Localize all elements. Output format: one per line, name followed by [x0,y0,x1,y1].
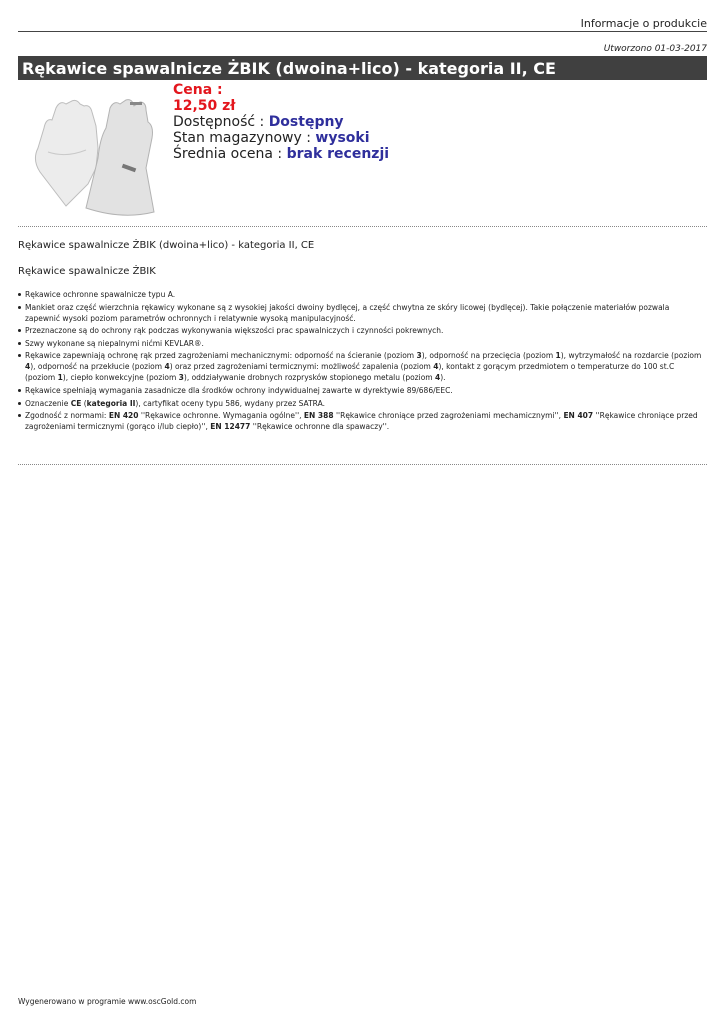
footer-text: Wygenerowano w programie www.oscGold.com [18,997,197,1006]
created-date: Utworzono 01-03-2017 [603,44,707,54]
product-image [26,88,162,216]
bullet-icon [18,342,21,345]
list-item [18,385,706,396]
list-item-text [25,399,325,408]
list-item-text [25,411,698,431]
text-segment: ''Rękawice ochronne dla spawaczy''. [250,422,390,432]
list-item-text: Rękawice spełniają wymagania zasadnicze dla środków ochrony indywidualnej zawarte w dyrektywie 89/686/EEC. [25,385,453,395]
bullet-icon [18,306,21,309]
list-item [18,302,706,324]
level-value: 3 [178,373,184,383]
text-segment: ), kontakt z gorącym przedmiotem o temperaturze do 100 st.C (poziom [25,362,675,383]
description-subheading: Rękawice spawalnicze ŻBIK [18,266,156,277]
bullet-icon [18,329,21,332]
list-item-text: Mankiet oraz część wierzchnia rękawicy wykonane są z wysokiej jakości dwoiny bydlęcej, a część chwytna ze skóry licowej (bydlęcej). Takie połączenie materiałów pozwala zapewnić wysoki poziom parametrów ochronnych i relatywnie wysoką manipulacyjność. [25,302,670,323]
stock-line [173,130,389,146]
text-segment: ), ciepło konwekcyjne (poziom [62,373,179,383]
standard-code: EN 420 [108,411,139,421]
rating-label: Średnia ocena : [173,146,287,162]
text-segment: ). [440,373,446,383]
feature-list [18,289,706,434]
text-segment: ''Rękawice chroniące przed zagrożeniami termicznymi (gorąco i/lub ciepło)'', [25,411,698,432]
text-segment: ), odporność na przecięcia (poziom [421,351,556,361]
availability-value: Dostępny [268,114,344,130]
text-segment: ) oraz przed zagrożeniami termicznymi: możliwość zapalenia (poziom [169,362,434,372]
level-value: 4 [433,362,439,372]
bullet-icon [18,402,21,405]
list-item [18,289,706,300]
bullet-icon [18,389,21,392]
product-title: Rękawice spawalnicze ŻBIK (dwoina+lico) - kategoria II, CE [18,56,707,80]
glove-brand-tag [130,102,142,105]
level-value: 4 [164,362,170,372]
text-segment: ), cartyfikat oceny typu 586, wydany przez SATRA. [135,398,325,408]
text-segment: Zgodność z normami: [25,411,109,421]
left-glove-shape [35,100,98,206]
level-value: 4 [434,373,441,383]
category-value: kategoria II [86,398,136,408]
price-label: Cena : [173,82,223,98]
section-divider-bottom [18,464,707,465]
text-segment: ( [81,398,87,408]
price-value: 12,50 zł [173,98,236,114]
list-item [18,338,706,349]
standard-code: EN 407 [563,411,594,421]
list-item [18,398,706,409]
availability-line [173,114,389,130]
text-segment: Oznaczenie [25,398,71,408]
standard-code: EN 12477 [210,422,251,432]
header-label: Informacje o produkcie [580,17,707,30]
text-segment: ''Rękawice ochronne. Wymagania ogólne'', [138,411,304,421]
text-segment: ), wytrzymałość na rozdarcie (poziom [560,351,702,361]
description-heading: Rękawice spawalnicze ŻBIK (dwoina+lico) - kategoria II, CE [18,240,315,251]
marking-value: CE [70,398,82,408]
list-item-text [25,351,701,382]
text-segment: ), odporność na przekłucie (poziom [30,362,165,372]
header-divider [18,31,707,32]
list-item [18,325,706,336]
list-item-text: Przeznaczone są do ochrony rąk podczas wykonywania większości prac spawalniczych i czynności pokrewnych. [25,326,444,336]
stock-label: Stan magazynowy : [173,130,316,146]
level-value: 1 [57,373,63,383]
rating-value: brak recenzji [286,146,390,162]
standard-code: EN 388 [303,411,334,421]
bullet-icon [18,354,21,357]
stock-value: wysoki [315,130,370,146]
rating-line [173,146,389,162]
text-segment: ''Rękawice chroniące przed zagrożeniami mechamicznymi'', [333,411,564,421]
text-segment: Rękawice zapewniają ochronę rąk przed zagrożeniami mechanicznymi: odporność na ścieranie (poziom [25,351,417,361]
level-value: 3 [416,351,422,361]
section-divider-top [18,226,707,227]
list-item [18,350,706,383]
text-segment: ), oddziaływanie drobnych rozprysków stopionego metalu (poziom [183,373,435,383]
bullet-icon [18,293,21,296]
list-item-text: Szwy wykonane są niepalnymi nićmi KEVLAR®. [25,338,204,348]
list-item [18,410,706,432]
price-block [173,82,389,162]
availability-label: Dostępność : [173,114,269,130]
list-item-text: Rękawice ochronne spawalnicze typu A. [25,290,176,299]
level-value: 4 [25,362,31,372]
bullet-icon [18,414,21,417]
level-value: 1 [555,351,561,361]
